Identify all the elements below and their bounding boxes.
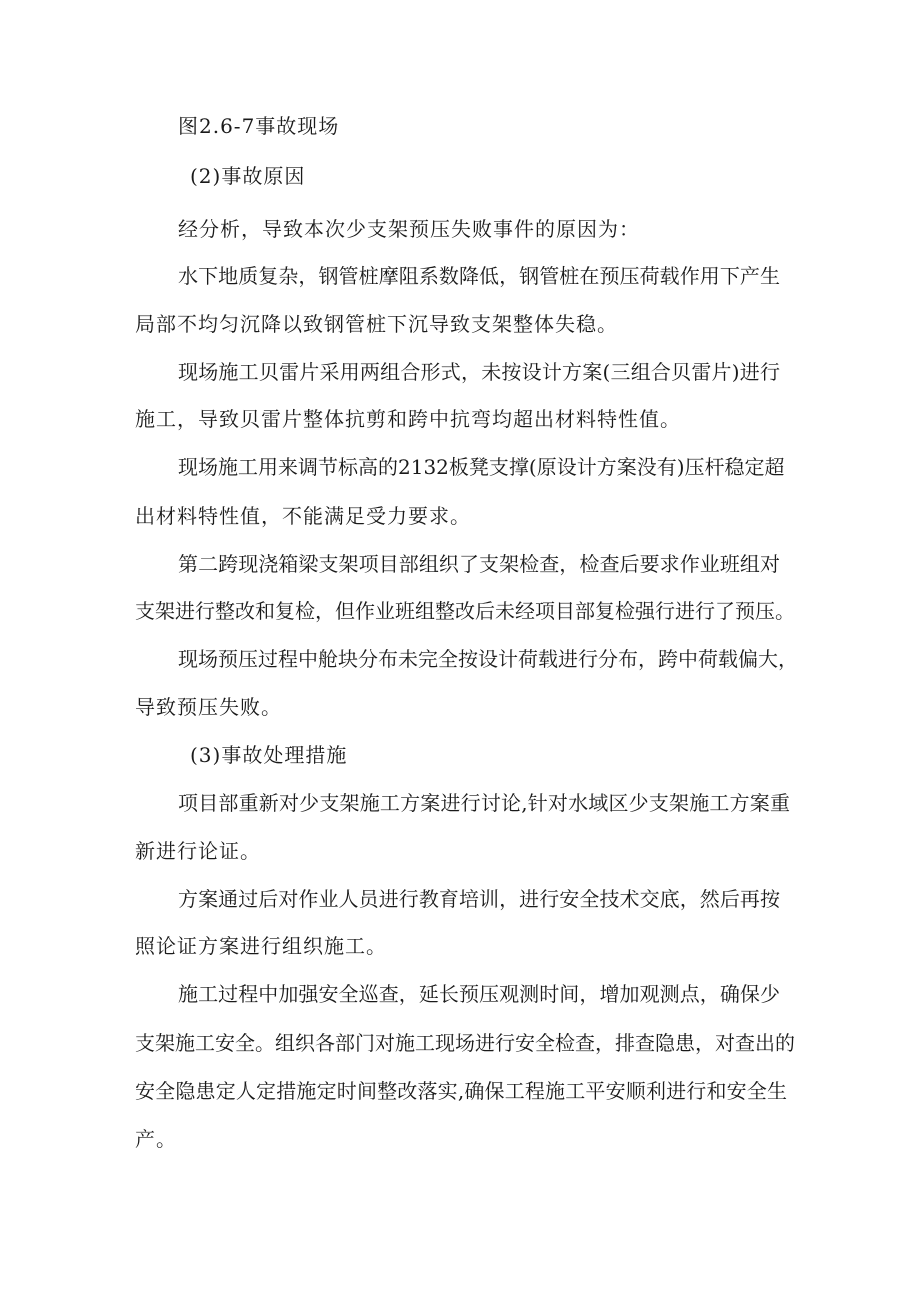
paragraph-line: 产。	[135, 1127, 177, 1151]
paragraph-line: 项目部重新对少支架施工方案进行讨论,针对水域区少支架施工方案重	[178, 791, 790, 815]
paragraph-line: 水下地质复杂，钢管桩摩阻系数降低，钢管桩在预压荷载作用下产生	[178, 264, 780, 288]
paragraph-line: 现场施工用来调节标高的2132板凳支撑(原设计方案没有)压杆稳定超	[178, 455, 785, 479]
paragraph-line: 施工过程中加强安全巡查，延长预压观测时间，增加观测点，确保少	[178, 982, 780, 1006]
section-heading-cause: (2)事故原因	[190, 164, 306, 188]
paragraph-line: 局部不均匀沉降以致钢管桩下沉导致支架整体失稳。	[135, 312, 618, 336]
paragraph-line: 方案通过后对作业人员进行教育培训，进行安全技术交底，然后再按	[178, 887, 780, 911]
paragraph-line: 施工，导致贝雷片整体抗剪和跨中抗弯均超出材料特性值。	[135, 407, 681, 431]
paragraph-line: 新进行论证。	[135, 839, 261, 863]
paragraph-line: 现场预压过程中舱块分布未完全按设计荷载进行分布，跨中荷载偏大，	[178, 647, 798, 671]
paragraph-intro: 经分析，导致本次少支架预压失败事件的原因为：	[178, 217, 640, 241]
paragraph-line: 第二跨现浇箱梁支架项目部组织了支架检查，检查后要求作业班组对	[178, 552, 780, 576]
paragraph-line: 安全隐患定人定措施定时间整改落实,确保工程施工平安顺利进行和安全生	[135, 1079, 787, 1103]
paragraph-line: 导致预压失败。	[135, 695, 282, 719]
paragraph-line: 照论证方案进行组织施工。	[135, 934, 387, 958]
paragraph-line: 支架施工安全。组织各部门对施工现场进行安全检查，排查隐患，对查出的	[135, 1031, 795, 1055]
figure-caption: 图2.6-7事故现场	[178, 114, 340, 138]
paragraph-line: 支架进行整改和复检，但作业班组整改后未经项目部复检强行进行了预压。	[135, 599, 795, 623]
paragraph-line: 现场施工贝雷片采用两组合形式，未按设计方案(三组合贝雷片)进行	[178, 360, 780, 384]
section-heading-measures: (3)事故处理措施	[190, 743, 348, 767]
paragraph-line: 出材料特性值，不能满足受力要求。	[135, 504, 471, 528]
